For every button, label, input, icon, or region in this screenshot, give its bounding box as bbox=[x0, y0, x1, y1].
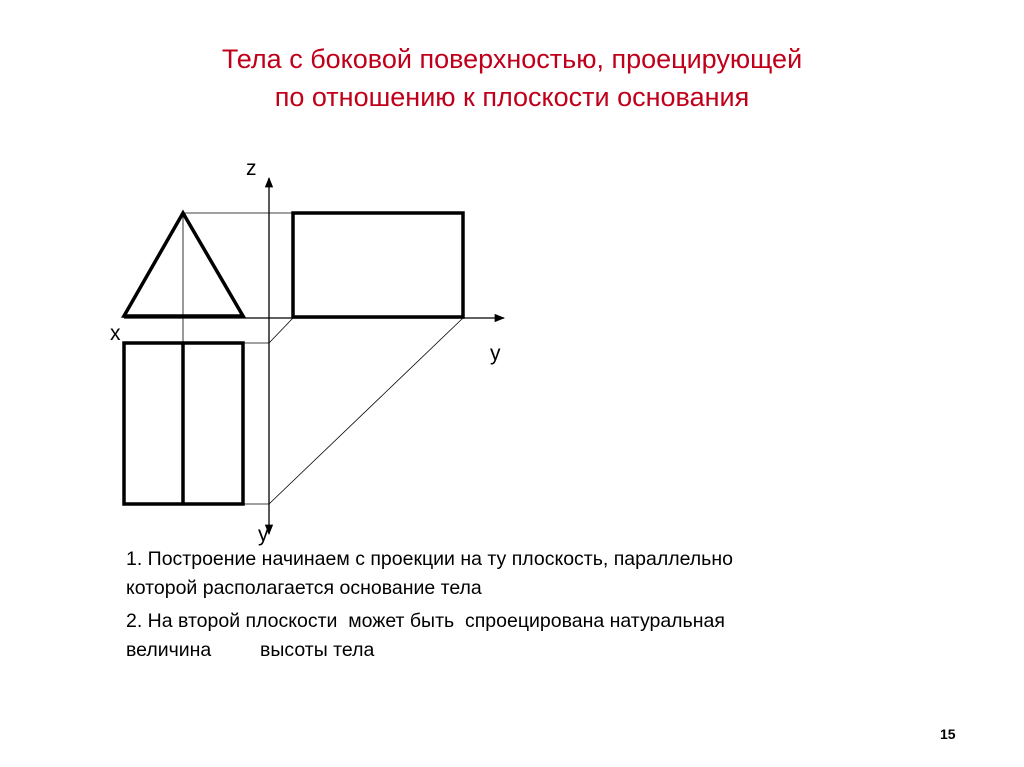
construction-diagonal-near bbox=[269, 318, 293, 343]
notes-list bbox=[126, 545, 946, 669]
title-line-1: Тела с боковой поверхностью, проецирующей bbox=[221, 44, 803, 74]
note-2-line-2: величина высоты тела bbox=[126, 639, 375, 661]
note-1-line-1: 1. Построение начинаем с проекции на ту плоскость, параллельно bbox=[126, 548, 733, 570]
note-1-line-2: которой располагается основание тела bbox=[126, 577, 482, 599]
note-item bbox=[126, 607, 946, 665]
side-view-rectangle bbox=[293, 213, 463, 317]
axis-label-y-horizontal: y bbox=[490, 342, 501, 365]
page-number: 15 bbox=[940, 726, 956, 742]
front-view-triangle bbox=[124, 213, 243, 316]
construction-diagonal-far bbox=[269, 318, 463, 504]
axis-label-x: x bbox=[110, 322, 121, 345]
axis-label-y-vertical: y bbox=[258, 523, 269, 546]
note-2-line-1: 2. На второй плоскости может быть спроецирована натуральная bbox=[126, 610, 725, 632]
title-line-2: по отношению к плоскости основания bbox=[274, 82, 750, 112]
axis-label-z: z bbox=[246, 157, 257, 180]
note-item bbox=[126, 545, 946, 603]
